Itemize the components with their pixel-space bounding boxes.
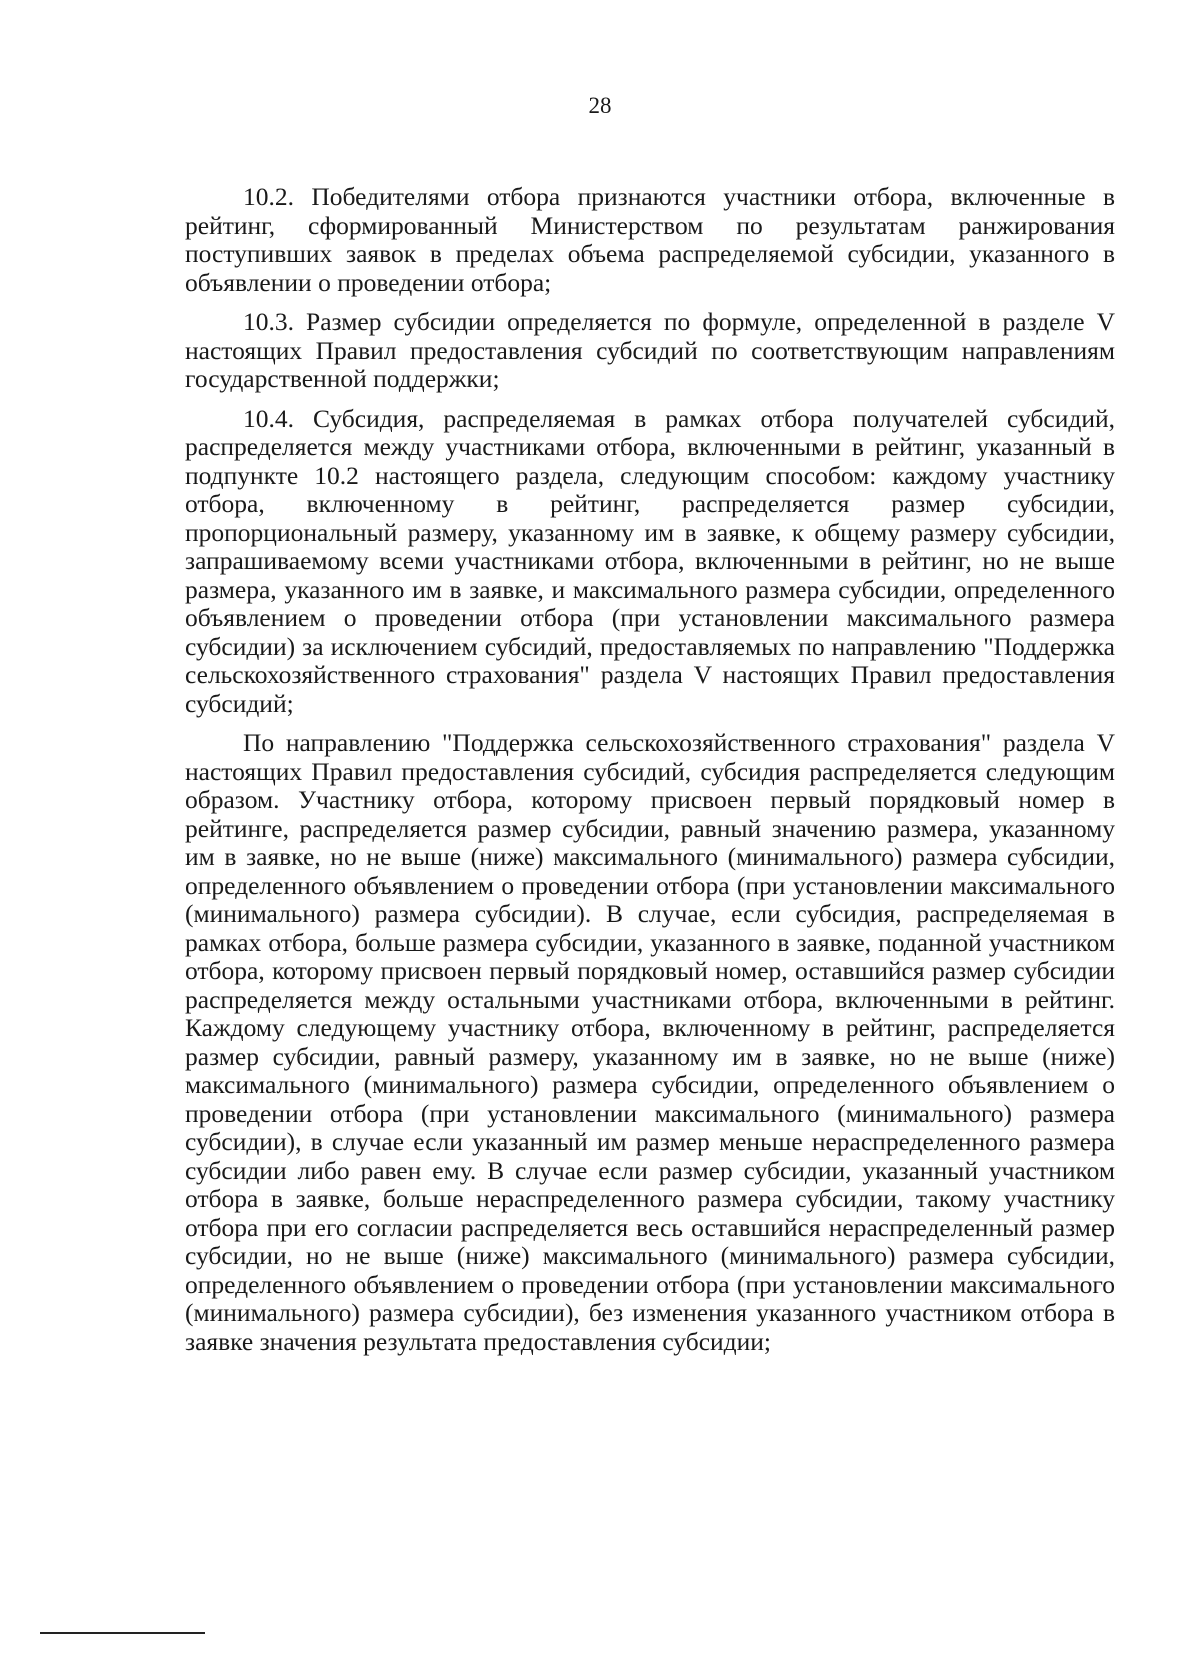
footnote-divider bbox=[40, 1632, 205, 1634]
paragraph-10-2: 10.2. Победителями отбора признаются участники отбора, включенные в рейтинг, сформированный Министерством по результатам ранжирования поступивших заявок в пределах объема распределяемой субсидии, указанного в объявлении о проведении отбора; bbox=[185, 182, 1115, 297]
paragraph-insurance-direction: По направлению "Поддержка сельскохозяйственного страхования" раздела V настоящих Правил предоставления субсидий, субсидия распределяется следующим образом. Участнику отбора, которому присвоен первый порядковый номер в рейтинге, распределяется размер субсидии, равный значению размера, указанному им в заявке, но не выше (ниже) максимального (минимального) размера субсидии, определенного объявлением о проведении отбора (при установлении максимального (минимального) размера субсидии). В случае, если субсидия, распределяемая в рамках отбора, больше размера субсидии, указанного в заявке, поданной участником отбора, которому присвоен первый порядковый номер, оставшийся размер субсидии распределяется между остальными участниками отбора, включенными в рейтинг. Каждому следующему участнику отбора, включенному в рейтинг, распределяется размер субсидии, равный размеру, указанному им в заявке, но не выше (ниже) максимального (минимального) размера субсидии, определенного объявлением о проведении отбора (при установлении максимального (минимального) размера субсидии), в случае если указанный им размер меньше нераспределенного размера субсидии либо равен ему. В случае если размер субсидии, указанный участником отбора в заявке, больше нераспределенного размера субсидии, такому участнику отбора при его согласии распределяется весь оставшийся нераспределенный размер субсидии, но не выше (ниже) максимального (минимального) размера субсидии, определенного объявлением о проведении отбора (при установлении максимального (минимального) размера субсидии), без изменения указанного участником отбора в заявке значения результата предоставления субсидии; bbox=[185, 728, 1115, 1356]
document-body bbox=[185, 183, 1115, 1356]
paragraph-10-3: 10.3. Размер субсидии определяется по формуле, определенной в разделе V настоящих Правил предоставления субсидий по соответствующим направлениям государственной поддержки; bbox=[185, 307, 1115, 393]
paragraph-10-4: 10.4. Субсидия, распределяемая в рамках отбора получателей субсидий, распределяется между участниками отбора, включенными в рейтинг, указанный в подпункте 10.2 настоящего раздела, следующим способом: каждому участнику отбора, включенному в рейтинг, распределяется размер субсидии, пропорциональный размеру, указанному им в заявке, к общему размеру субсидии, запрашиваемому всеми участниками отбора, включенными в рейтинг, но не выше размера, указанного им в заявке, и максимального размера субсидии, определенного объявлением о проведении отбора (при установлении максимального размера субсидии) за исключением субсидий, предоставляемых по направлению "Поддержка сельскохозяйственного страхования" раздела V настоящих Правил предоставления субсидий; bbox=[185, 403, 1115, 718]
page-number: 28 bbox=[588, 93, 612, 118]
